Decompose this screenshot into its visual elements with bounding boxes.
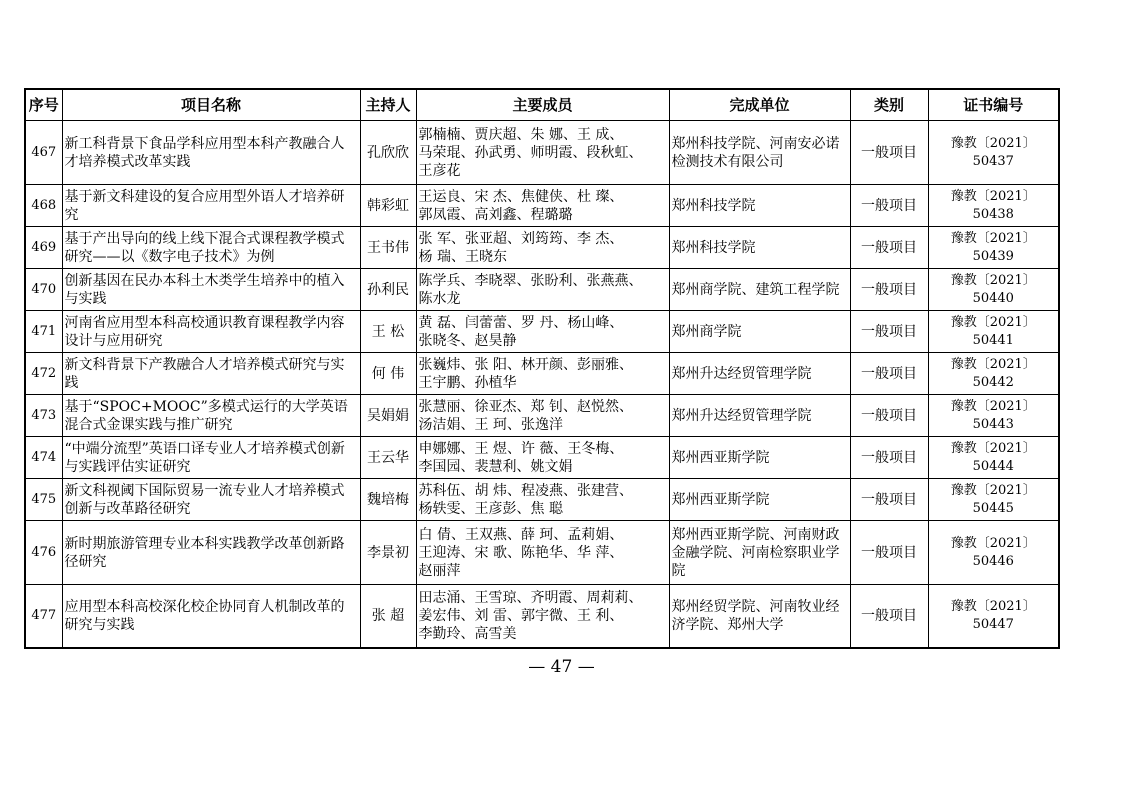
awards-table-container	[24, 88, 1058, 649]
cell-members	[416, 185, 669, 227]
cell-project-name: 新文科背景下产教融合人才培养模式研究与实践	[62, 353, 360, 395]
cell-category: 一般项目	[850, 521, 928, 585]
table-row	[25, 311, 1059, 353]
cell-project-name: 基于产出导向的线上线下混合式课程教学模式研究——以《数字电子技术》为例	[62, 227, 360, 269]
member-line: 李勤玲、高雪美	[418, 625, 517, 642]
cell-cert-no: 豫教〔2021〕50445	[928, 479, 1059, 521]
cell-category: 一般项目	[850, 121, 928, 185]
cell-no: 468	[25, 185, 62, 227]
cell-no: 471	[25, 311, 62, 353]
cell-unit: 郑州科技学院	[669, 185, 850, 227]
member-line: 汤洁娟、王 珂、张逸洋	[418, 416, 563, 433]
cell-cert-no: 豫教〔2021〕50442	[928, 353, 1059, 395]
cell-project-name: 新文科视阈下国际贸易一流专业人才培养模式创新与改革路径研究	[62, 479, 360, 521]
table-row	[25, 521, 1059, 585]
cell-members	[416, 479, 669, 521]
table-row	[25, 227, 1059, 269]
cell-members	[416, 395, 669, 437]
member-line: 陈水龙	[418, 290, 461, 307]
cell-project-name: 河南省应用型本科高校通识教育课程教学内容设计与应用研究	[62, 311, 360, 353]
cell-category: 一般项目	[850, 227, 928, 269]
cell-category: 一般项目	[850, 437, 928, 479]
cell-members	[416, 227, 669, 269]
page-number: — 47 —	[528, 657, 595, 677]
member-line: 杨 瑞、王晓东	[418, 248, 507, 265]
awards-table	[24, 88, 1060, 649]
member-line: 张慧丽、徐亚杰、郑 钊、赵悦然、	[418, 398, 633, 415]
cell-host: 魏培梅	[360, 479, 416, 521]
cell-unit: 郑州西亚斯学院	[669, 479, 850, 521]
cell-members	[416, 121, 669, 185]
cell-members	[416, 521, 669, 585]
table-row	[25, 269, 1059, 311]
cell-project-name: 创新基因在民办本科土木类学生培养中的植入与实践	[62, 269, 360, 311]
cell-host: 孔欣欣	[360, 121, 416, 185]
cell-no: 473	[25, 395, 62, 437]
cell-cert-no: 豫教〔2021〕50441	[928, 311, 1059, 353]
cell-host: 张 超	[360, 585, 416, 648]
member-line: 田志涌、王雪琼、齐明霞、周莉莉、	[418, 589, 643, 606]
cell-unit: 郑州升达经贸管理学院	[669, 353, 850, 395]
cell-unit: 郑州西亚斯学院、河南财政金融学院、河南检察职业学院	[669, 521, 850, 585]
member-line: 杨轶雯、王彦彭、焦 聪	[418, 500, 563, 517]
cell-category: 一般项目	[850, 585, 928, 648]
table-row	[25, 479, 1059, 521]
cell-cert-no: 豫教〔2021〕50439	[928, 227, 1059, 269]
header-no: 序号	[25, 89, 62, 121]
member-line: 郭楠楠、贾庆超、朱 娜、王 成、	[418, 126, 624, 143]
cell-members	[416, 585, 669, 648]
cell-no: 474	[25, 437, 62, 479]
table-row	[25, 437, 1059, 479]
cell-no: 475	[25, 479, 62, 521]
cell-members	[416, 269, 669, 311]
cell-host: 王 松	[360, 311, 416, 353]
member-line: 王运良、宋 杰、焦健侠、杜 璨、	[418, 188, 624, 205]
cell-category: 一般项目	[850, 395, 928, 437]
member-line: 张巍炜、张 阳、林开颜、彭丽雅、	[418, 356, 633, 373]
member-line: 黄 磊、闫蕾蕾、罗 丹、杨山峰、	[418, 314, 624, 331]
cell-host: 吴娟娟	[360, 395, 416, 437]
table-row	[25, 121, 1059, 185]
member-line: 王彦花	[418, 162, 461, 179]
cell-cert-no: 豫教〔2021〕50437	[928, 121, 1059, 185]
cell-category: 一般项目	[850, 269, 928, 311]
cell-host: 何 伟	[360, 353, 416, 395]
cell-project-name: 应用型本科高校深化校企协同育人机制改革的研究与实践	[62, 585, 360, 648]
member-line: 赵丽萍	[418, 562, 461, 579]
cell-host: 王云华	[360, 437, 416, 479]
cell-members	[416, 437, 669, 479]
table-body	[25, 121, 1059, 648]
cell-cert-no: 豫教〔2021〕50446	[928, 521, 1059, 585]
header-project-name: 项目名称	[62, 89, 360, 121]
cell-project-name: “中端分流型”英语口译专业人才培养模式创新与实践评估实证研究	[62, 437, 360, 479]
member-line: 郭凤霞、高刘鑫、程璐璐	[418, 206, 573, 223]
cell-unit: 郑州升达经贸管理学院	[669, 395, 850, 437]
cell-no: 476	[25, 521, 62, 585]
member-line: 苏科伍、胡 炜、程凌燕、张建营、	[418, 482, 633, 499]
cell-category: 一般项目	[850, 311, 928, 353]
member-line: 李国园、裴慧利、姚文娟	[418, 458, 573, 475]
table-row	[25, 585, 1059, 648]
cell-project-name: 基于新文科建设的复合应用型外语人才培养研究	[62, 185, 360, 227]
cell-unit: 郑州商学院、建筑工程学院	[669, 269, 850, 311]
cell-unit: 郑州科技学院、河南安必诺检测技术有限公司	[669, 121, 850, 185]
header-unit: 完成单位	[669, 89, 850, 121]
header-host: 主持人	[360, 89, 416, 121]
table-header-row	[25, 89, 1059, 121]
cell-project-name: 新工科背景下食品学科应用型本科产教融合人才培养模式改革实践	[62, 121, 360, 185]
header-cert-no: 证书编号	[928, 89, 1059, 121]
cell-project-name: 基于“SPOC+MOOC”多模式运行的大学英语混合式金课实践与推广研究	[62, 395, 360, 437]
member-line: 王宇鹏、孙植华	[418, 374, 517, 391]
cell-cert-no: 豫教〔2021〕50438	[928, 185, 1059, 227]
member-line: 王迎涛、宋 歌、陈艳华、华 萍、	[418, 544, 624, 561]
member-line: 陈学兵、李晓翠、张盼利、张燕燕、	[418, 272, 643, 289]
cell-host: 王书伟	[360, 227, 416, 269]
member-line: 马荣琨、孙武勇、师明霞、段秋虹、	[418, 144, 643, 161]
cell-host: 韩彩虹	[360, 185, 416, 227]
cell-cert-no: 豫教〔2021〕50440	[928, 269, 1059, 311]
cell-category: 一般项目	[850, 185, 928, 227]
cell-members	[416, 311, 669, 353]
member-line: 张晓冬、赵昊静	[418, 332, 517, 349]
cell-no: 469	[25, 227, 62, 269]
cell-no: 470	[25, 269, 62, 311]
member-line: 张 军、张亚超、刘筠筠、李 杰、	[418, 230, 624, 247]
cell-no: 467	[25, 121, 62, 185]
member-line: 姜宏伟、刘 雷、郭宇微、王 利、	[418, 607, 624, 624]
table-row	[25, 185, 1059, 227]
cell-no: 472	[25, 353, 62, 395]
cell-host: 孙利民	[360, 269, 416, 311]
cell-unit: 郑州商学院	[669, 311, 850, 353]
cell-category: 一般项目	[850, 353, 928, 395]
cell-unit: 郑州科技学院	[669, 227, 850, 269]
cell-cert-no: 豫教〔2021〕50447	[928, 585, 1059, 648]
cell-unit: 郑州经贸学院、河南牧业经济学院、郑州大学	[669, 585, 850, 648]
table-row	[25, 353, 1059, 395]
cell-project-name: 新时期旅游管理专业本科实践教学改革创新路径研究	[62, 521, 360, 585]
member-line: 白 倩、王双燕、薛 珂、孟莉娟、	[418, 526, 624, 543]
member-line: 申娜娜、王 煜、许 薇、王冬梅、	[418, 440, 624, 457]
cell-members	[416, 353, 669, 395]
cell-unit: 郑州西亚斯学院	[669, 437, 850, 479]
cell-no: 477	[25, 585, 62, 648]
table-row	[25, 395, 1059, 437]
cell-cert-no: 豫教〔2021〕50443	[928, 395, 1059, 437]
cell-category: 一般项目	[850, 479, 928, 521]
header-category: 类别	[850, 89, 928, 121]
cell-cert-no: 豫教〔2021〕50444	[928, 437, 1059, 479]
cell-host: 李景初	[360, 521, 416, 585]
header-members: 主要成员	[416, 89, 669, 121]
